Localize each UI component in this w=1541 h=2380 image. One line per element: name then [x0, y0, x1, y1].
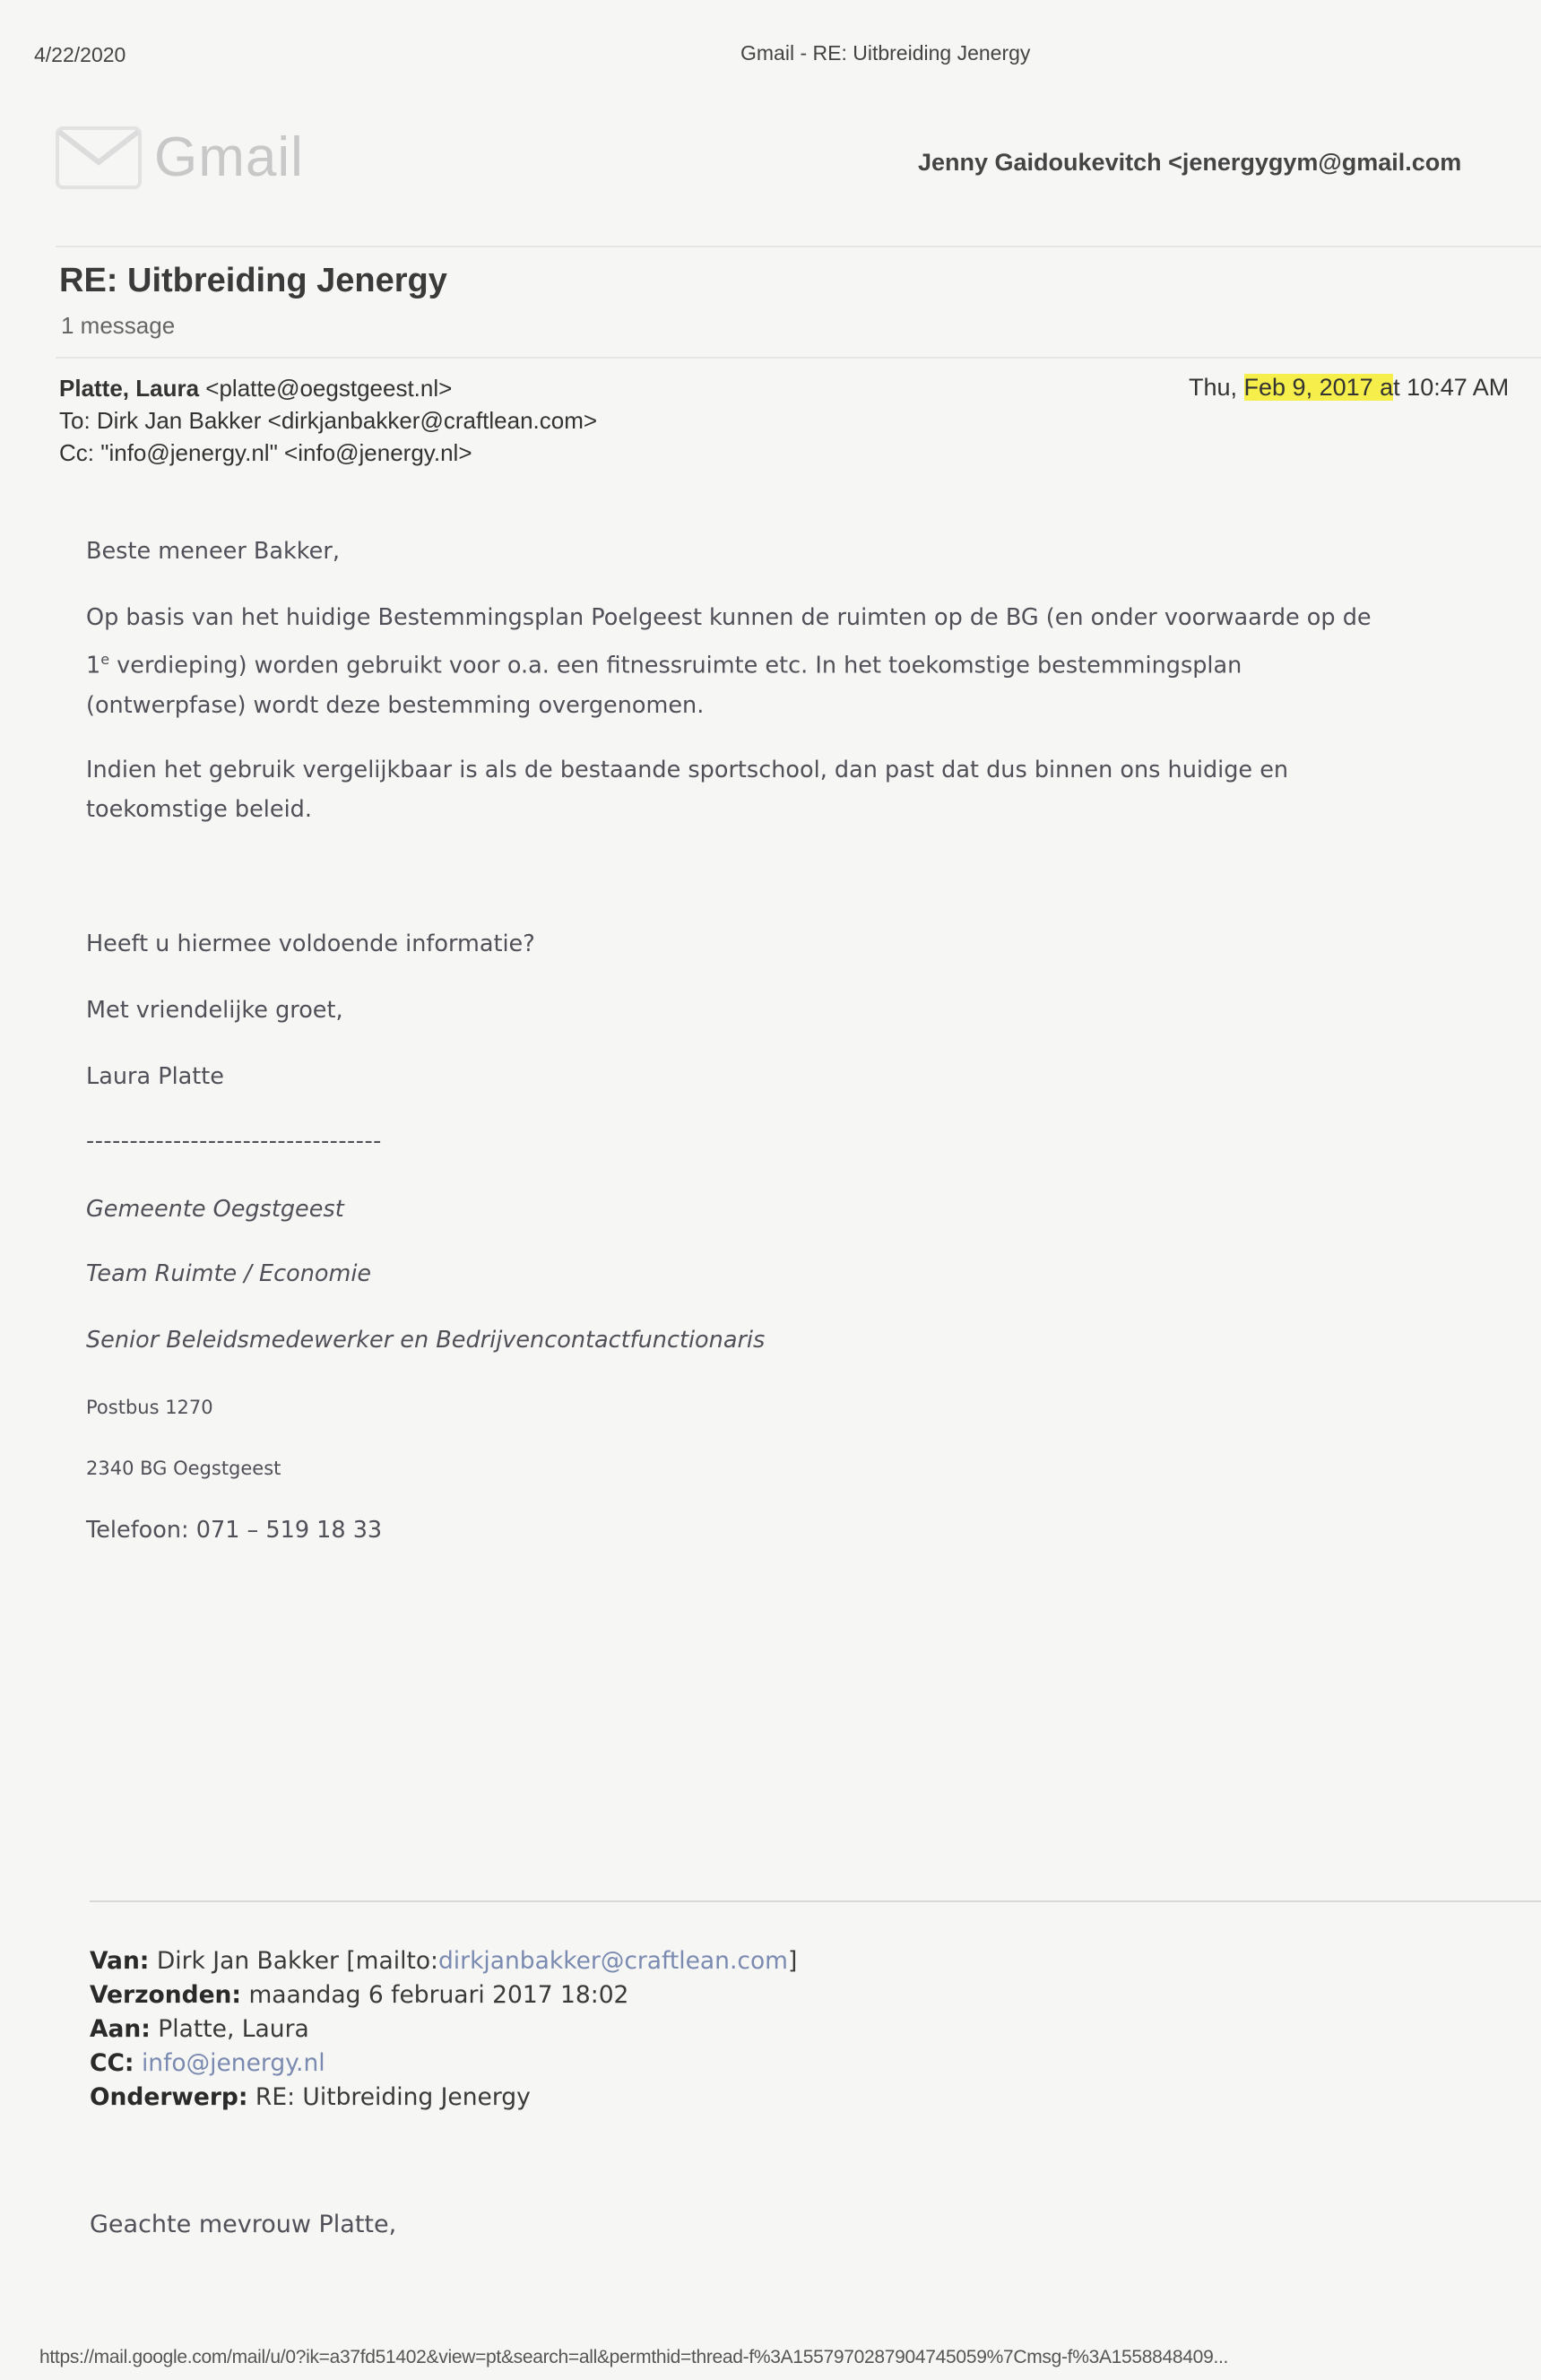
- envelope-icon: [56, 126, 142, 189]
- header-divider: [56, 246, 1541, 247]
- quoted-sent-label: Verzonden:: [90, 1981, 242, 2009]
- account-email: Jenny Gaidoukevitch <jenergygym@gmail.com: [918, 149, 1462, 176]
- quoted-greeting: Geachte mevrouw Platte,: [90, 2211, 397, 2238]
- message-to: To: Dirk Jan Bakker <dirkjanbakker@craftlean.com>: [59, 407, 598, 434]
- message-count: 1 message: [61, 312, 176, 339]
- quoted-sent-value: maandag 6 februari 2017 18:02: [241, 1981, 629, 2009]
- message-cc: Cc: "info@jenergy.nl" <info@jenergy.nl>: [59, 439, 472, 466]
- quoted-subject-value: RE: Uitbreiding Jenergy: [247, 2083, 531, 2111]
- floor-number: 1: [86, 652, 101, 679]
- quoted-cc-link[interactable]: info@jenergy.nl: [141, 2049, 325, 2077]
- quoted-from-end: ]: [788, 1947, 798, 1975]
- signature-separator: ----------------------------------: [86, 1128, 382, 1155]
- date-suffix: t 10:47 AM: [1393, 374, 1510, 401]
- quoted-subject: [90, 2083, 531, 2111]
- thread-subject: RE: Uitbreiding Jenergy: [59, 262, 447, 299]
- sender-signature-name: Laura Platte: [86, 1063, 224, 1090]
- signature-team: Team Ruimte / Economie: [86, 1260, 372, 1287]
- greeting: Beste meneer Bakker,: [86, 538, 340, 565]
- paragraph-2-line-1: Indien het gebruik vergelijkbaar is als de bestaande sportschool, dan past dat dus binnen ons huidige en: [86, 757, 1289, 783]
- message-from: [59, 375, 452, 402]
- date-highlight: Feb 9, 2017 a: [1243, 374, 1394, 401]
- quoted-to-label: Aan:: [90, 2015, 151, 2043]
- quoted-from: [90, 1947, 797, 1975]
- sender-email: <platte@oegstgeest.nl>: [199, 375, 453, 402]
- quoted-to: [90, 2015, 309, 2043]
- quoted-from-label: Van:: [90, 1947, 150, 1975]
- paragraph-1-line-1: Op basis van het huidige Bestemmingsplan Poelgeest kunnen de ruimten op de BG (en onder voorwaarde op de: [86, 604, 1372, 631]
- quoted-cc-label: CC:: [90, 2049, 134, 2077]
- closing: Met vriendelijke groet,: [86, 997, 343, 1024]
- signature-role: Senior Beleidsmedewerker en Bedrijvencontactfunctionaris: [86, 1327, 766, 1354]
- quoted-to-value: Platte, Laura: [150, 2015, 309, 2043]
- paragraph-1-line-2-text: verdieping) worden gebruikt voor o.a. een fitnessruimte etc. In het toekomstige bestemmingsplan: [109, 652, 1242, 679]
- signature-organization: Gemeente Oegstgeest: [86, 1196, 344, 1223]
- paragraph-2-line-2: toekomstige beleid.: [86, 796, 312, 823]
- signature-city: 2340 BG Oegstgeest: [86, 1458, 281, 1479]
- print-title: Gmail - RE: Uitbreiding Jenergy: [740, 41, 1031, 65]
- print-footer-url[interactable]: https://mail.google.com/mail/u/0?ik=a37fd51402&view=pt&search=all&permthid=thread-f%3A1557970287904745059%7Cmsg-f%3A1558848409...: [39, 2347, 1229, 2367]
- gmail-logo[interactable]: [56, 125, 304, 189]
- signature-phone: Telefoon: 071 – 519 18 33: [86, 1517, 383, 1544]
- paragraph-1-line-3: (ontwerpfase) wordt deze bestemming overgenomen.: [86, 692, 705, 719]
- quoted-subject-label: Onderwerp:: [90, 2083, 248, 2111]
- print-date: 4/22/2020: [34, 43, 126, 66]
- quoted-cc: [90, 2049, 325, 2077]
- subject-divider: [56, 357, 1541, 359]
- quoted-sent: [90, 1981, 628, 2009]
- signature-postbus: Postbus 1270: [86, 1397, 213, 1418]
- question: Heeft u hiermee voldoende informatie?: [86, 930, 535, 957]
- sender-name: Platte, Laura: [59, 375, 200, 402]
- paragraph-1-line-2: [86, 651, 1242, 679]
- quoted-divider: [90, 1900, 1541, 1902]
- ordinal-suffix: e: [100, 651, 110, 668]
- quoted-from-text: Dirk Jan Bakker [mailto:: [149, 1947, 438, 1975]
- date-prefix: Thu,: [1189, 374, 1244, 401]
- message-date: [1189, 374, 1509, 402]
- quoted-from-email-link[interactable]: dirkjanbakker@craftlean.com: [437, 1947, 788, 1975]
- gmail-wordmark: Gmail: [154, 126, 304, 188]
